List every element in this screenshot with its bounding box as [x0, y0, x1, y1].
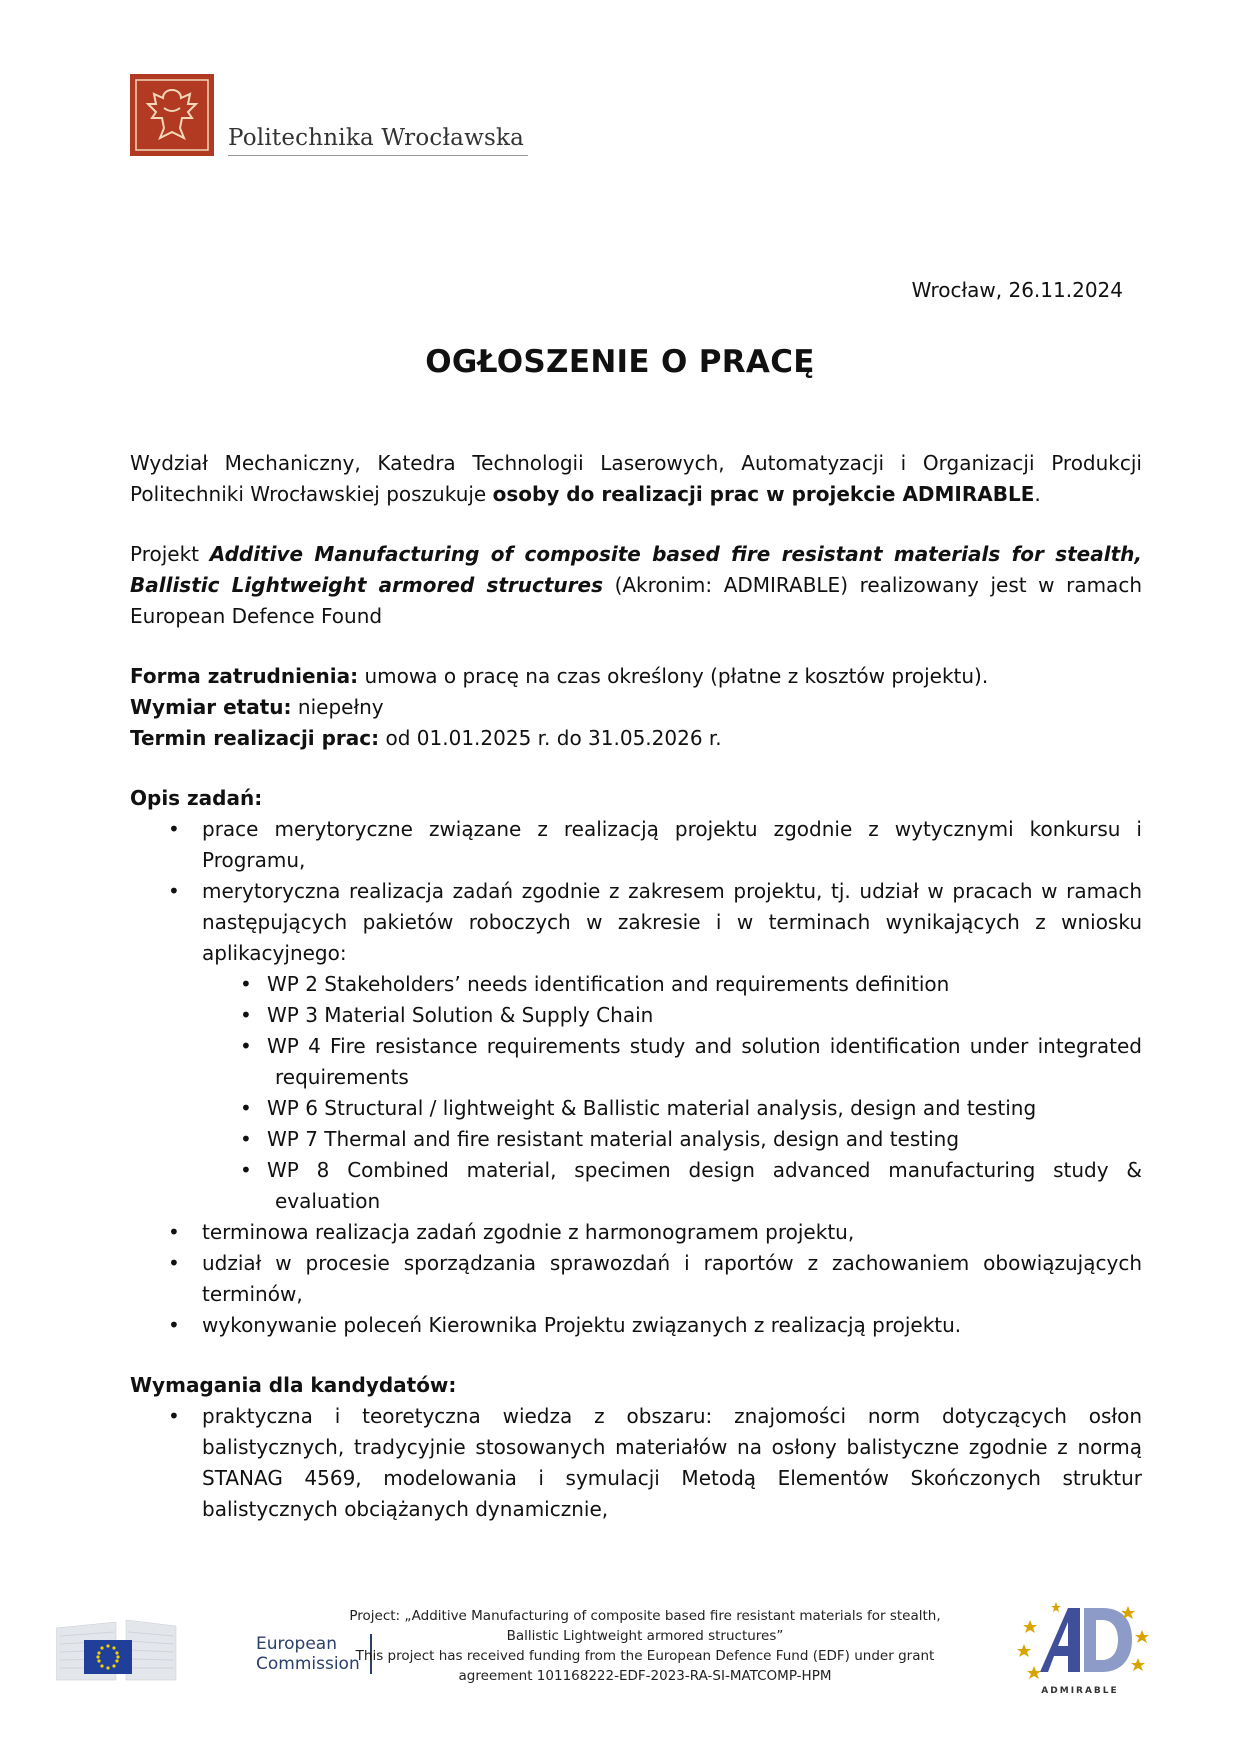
work-period	[130, 723, 1142, 754]
term-label: Termin realizacji prac:	[130, 726, 380, 750]
bullet-icon: •	[240, 972, 252, 996]
document-date: Wrocław, 26.11.2024	[911, 278, 1123, 302]
intro-end: .	[1034, 482, 1041, 506]
ec-line: European	[256, 1634, 337, 1654]
bullet-icon: •	[240, 1034, 252, 1058]
project-paragraph	[130, 539, 1142, 632]
document-body	[130, 448, 1142, 1525]
bullet-icon: •	[240, 1127, 252, 1151]
list-item: • wykonywanie poleceń Kierownika Projektu związanych z realizacją projektu.	[130, 1310, 1142, 1341]
requirement-text: praktyczna i teoretyczna wiedza z obszaru: znajomości norm dotyczących osłon balistycznych, tradycyjnie stosowanych materiałów na osłony balistyczne zgodnie z normą STANAG 4569, modelowania i symulacji Metodą Elementów Skończonych struktur balistycznych obciążanych dynamicznie,	[202, 1404, 1142, 1521]
list-item: • merytoryczna realizacja zadań zgodnie z zakresem projektu, tj. udział w pracach w ramach następujących pakietów roboczych w zakresie i w terminach wynikających z wniosku aplikacyjnego: • WP 2 Stakeholders’ needs identification and requirements definition • WP 3 Material Solution & Supply Chain • WP 4 Fire resistance requirements study and solution identification under integrated requirements • WP 6 Structural / lightweight & Ballistic material analysis, design and testing • WP 7 Thermal and fire resistant material analysis, design and testing • WP 8 Combined material, specimen design advanced manufacturing study & evaluation	[130, 876, 1142, 1217]
document-title: OGŁOSZENIE O PRACĘ	[425, 344, 815, 380]
list-item: • WP 4 Fire resistance requirements study and solution identification under integrated requirements	[130, 1031, 1142, 1093]
term-label: Wymiar etatu:	[130, 695, 292, 719]
work-packages-list	[130, 969, 1142, 1217]
term-value: od 01.01.2025 r. do 31.05.2026 r.	[379, 726, 722, 750]
bullet-icon: •	[168, 817, 180, 841]
list-item: • prace merytoryczne związane z realizacją projektu zgodnie z wytycznymi konkursu i Programu,	[130, 814, 1142, 876]
term-value: niepełny	[291, 695, 384, 719]
list-item: • udział w procesie sporządzania sprawozdań i raportów z zachowaniem obowiązujących terminów,	[130, 1248, 1142, 1310]
bullet-icon: •	[168, 1404, 180, 1428]
bullet-icon: •	[168, 1251, 180, 1275]
bullet-icon: •	[240, 1096, 252, 1120]
note-line: Ballistic Lightweight armored structures”	[506, 1628, 784, 1644]
note-line: Project: „Additive Manufacturing of composite based fire resistant materials for stealth,	[349, 1608, 941, 1624]
project-name: Additive Manufacturing of composite based fire resistant materials for stealth, Ballistic Lightweight armored structures	[130, 542, 1142, 597]
european-commission-logo	[56, 1608, 360, 1682]
intro-paragraph	[130, 448, 1142, 510]
list-item: • WP 7 Thermal and fire resistant material analysis, design and testing	[130, 1124, 1142, 1155]
bullet-icon: •	[168, 879, 180, 903]
note-line: This project has received funding from the European Defence Fund (EDF) under grant	[355, 1648, 935, 1664]
workload	[130, 692, 1142, 723]
university-name: Politechnika Wrocławska	[228, 125, 528, 156]
term-label: Forma zatrudnienia:	[130, 664, 359, 688]
ec-line: Commission	[256, 1654, 360, 1674]
university-logo	[130, 74, 528, 156]
bullet-icon: •	[240, 1158, 252, 1182]
eagle-crest-icon	[130, 74, 214, 156]
list-item: • WP 6 Structural / lightweight & Ballistic material analysis, design and testing	[130, 1093, 1142, 1124]
note-line: agreement 101168222-EDF-2023-RA-SI-MATCOMP-HPM	[458, 1668, 832, 1684]
bullet-icon: •	[240, 1003, 252, 1027]
requirements-heading: Wymagania dla kandydatów:	[130, 1373, 457, 1397]
intro-text: Wydział Mechaniczny, Katedra Technologii Laserowych, Automatyzacji i Organizacji Produkcji Politechniki Wrocławskiej poszukuje	[130, 451, 1142, 506]
intro-bold-text: osoby do realizacji prac w projekcie ADMIRABLE	[492, 482, 1035, 506]
admirable-logo	[1010, 1600, 1150, 1700]
page-footer	[0, 1600, 1240, 1700]
list-item: • WP 3 Material Solution & Supply Chain	[130, 1000, 1142, 1031]
list-item	[130, 1401, 1142, 1525]
tasks-heading: Opis zadań:	[130, 786, 263, 810]
project-suffix: (Akronim: ADMIRABLE) realizowany jest w ramach European Defence Found	[130, 573, 1142, 628]
funding-note	[345, 1606, 945, 1686]
list-item: • terminowa realizacja zadań zgodnie z harmonogramem projektu,	[130, 1217, 1142, 1248]
bullet-icon: •	[168, 1313, 180, 1337]
term-value: umowa o pracę na czas określony (płatne z kosztów projektu).	[358, 664, 989, 688]
tasks-list	[130, 814, 1142, 1341]
admirable-emblem-icon	[1010, 1600, 1150, 1690]
admirable-label: ADMIRABLE	[1041, 1686, 1119, 1696]
bullet-icon: •	[168, 1220, 180, 1244]
list-item: • WP 8 Combined material, specimen design advanced manufacturing study & evaluation	[130, 1155, 1142, 1217]
project-prefix: Projekt	[130, 542, 210, 566]
employment-form	[130, 661, 1142, 692]
list-item: • WP 2 Stakeholders’ needs identification and requirements definition	[130, 969, 1142, 1000]
